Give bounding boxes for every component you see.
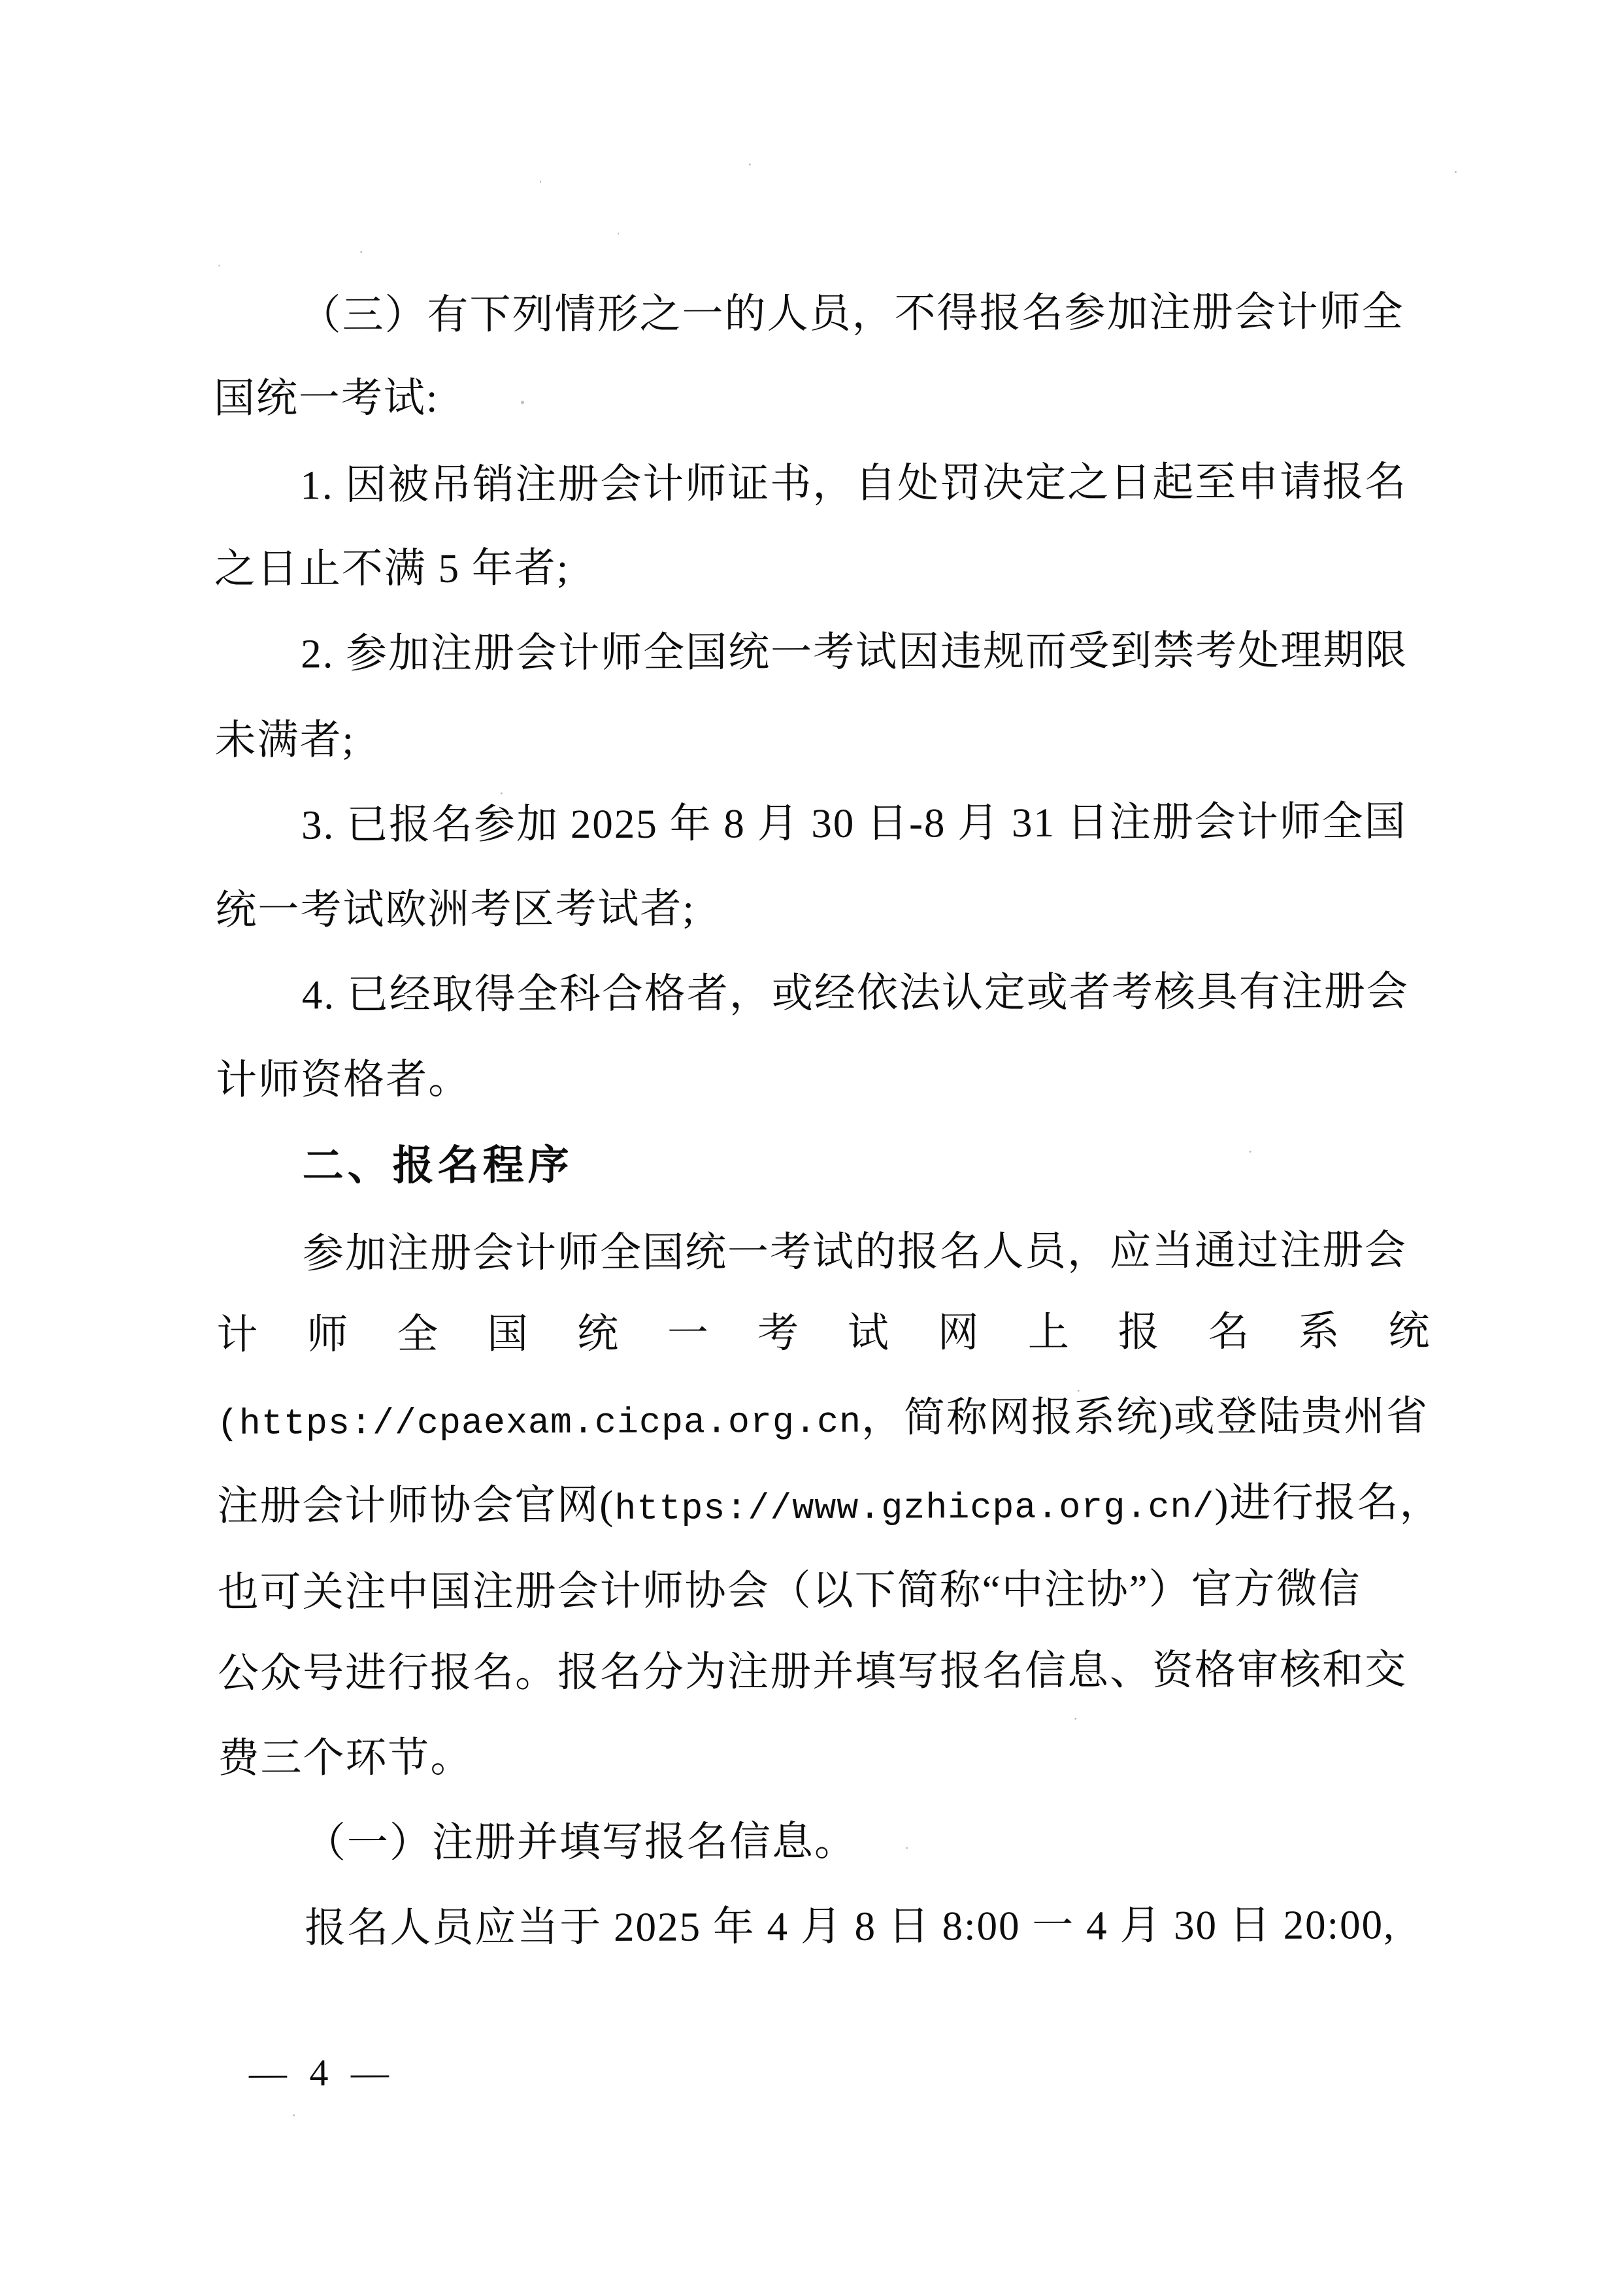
text-line: 国统一考试: (213, 374, 439, 421)
scan-speck (618, 233, 619, 235)
scan-speck (540, 180, 541, 183)
scan-speck (749, 163, 751, 165)
text-line-item3: 3. 已报名参加 2025 年 8 月 30 日-8 月 31 日注册会计师全国 (301, 799, 1407, 848)
scan-speck (293, 2114, 295, 2116)
url-gzhicpa: https://www.gzhicpa.org.cn/ (614, 1487, 1215, 1530)
scan-speck (1250, 1151, 1251, 1153)
scan-speck (906, 1847, 908, 1849)
text-line: 费三个环节。 (218, 1734, 473, 1781)
scan-speck (218, 265, 220, 267)
text-line-item2: 2. 参加注册会计师全国统一考试因违规而受到禁考处理期限 (301, 627, 1408, 677)
url-cpaexam: (https://cpaexam.cicpa.org.cn (216, 1401, 862, 1445)
text-line: 公众号进行报名。报名分为注册并填写报名信息、资格审核和交 (217, 1647, 1408, 1696)
text-line: 也可关注中国注册会计师协会（以下简称“中注协”）官方微信 (217, 1566, 1361, 1615)
text-line-stretched: 计师全国统一考试网上报名系统 (216, 1308, 1430, 1358)
text-line: 统一考试欧洲考区考试者; (215, 885, 696, 933)
scan-speck (360, 251, 362, 253)
text-segment: 注册会计师协会官网( (217, 1481, 615, 1529)
text-segment: ，简称网报系统)或登陆贵州省 (861, 1393, 1429, 1441)
text-line: 未满者; (214, 717, 356, 763)
scan-speck (501, 792, 503, 794)
text-line-paragraph: 参加注册会计师全国统一考试的报名人员，应当通过注册会 (302, 1227, 1408, 1277)
text-line: 之日止不满 5 年者; (214, 545, 570, 592)
scan-speck (1074, 1718, 1076, 1720)
scan-speck (1455, 171, 1457, 173)
text-line-item4: 4. 已经取得全科合格者，或经依法认定或者考核具有注册会 (301, 968, 1409, 1018)
text-line-url-cpaexam (217, 1393, 1430, 1447)
section-heading-2: 二、报名程序 (302, 1142, 573, 1189)
text-line-item1: 1. 因被吊销注册会计师证书，自处罚决定之日起至申请报名 (300, 459, 1408, 508)
text-line-clause3-intro: （三）有下列情形之一的人员，不得报名参加注册会计师全 (299, 289, 1404, 338)
text-line-subclause1: （一）注册并填写报名信息。 (304, 1818, 857, 1866)
text-line-url-gzhicpa (217, 1479, 1442, 1534)
text-line: 计师资格者。 (216, 1056, 471, 1103)
text-segment: )进行报名， (1214, 1479, 1442, 1526)
text-line-dates: 报名人员应当于 2025 年 4 月 8 日 8:00 一 4 月 30 日 20:00, (305, 1902, 1395, 1951)
page-number: — 4 — (248, 2051, 396, 2094)
scan-speck (521, 401, 524, 404)
scan-speck (1078, 1390, 1080, 1392)
